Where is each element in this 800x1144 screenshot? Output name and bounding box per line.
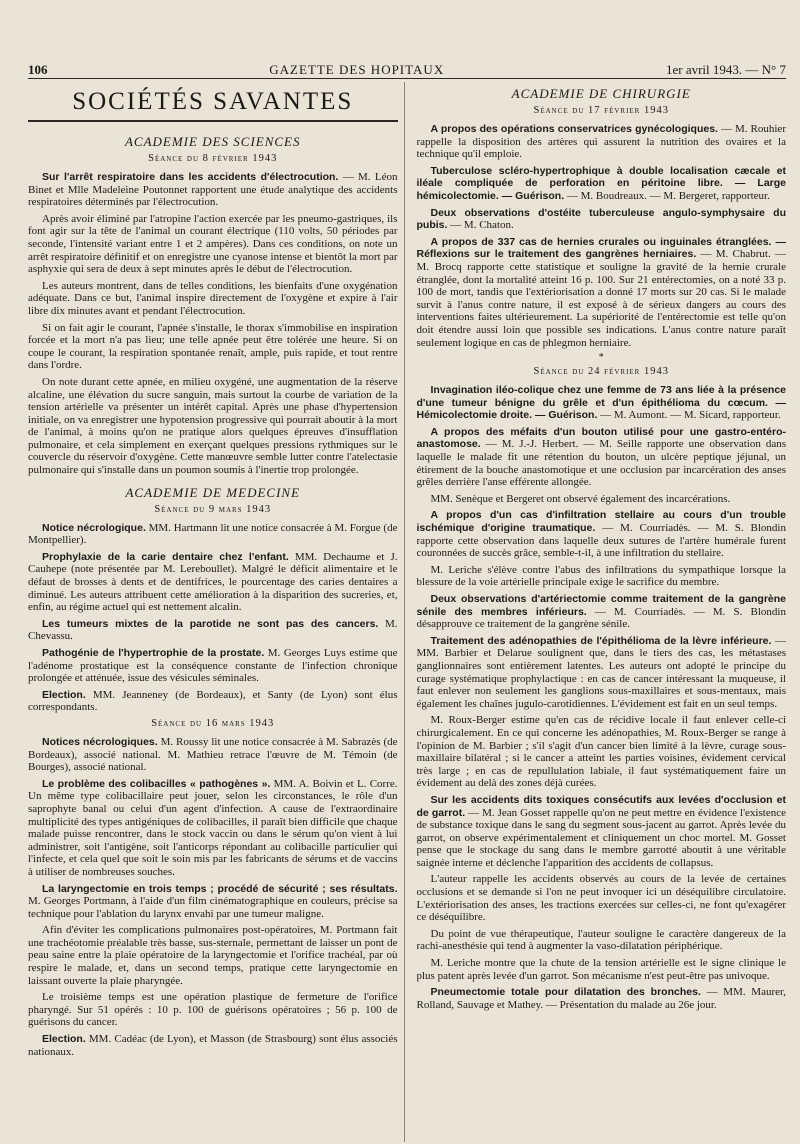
paragraph-text: — M. Courriadès. — M. S. Blondin désapprouve ce traitement de la gangrène sénile. [416, 605, 786, 631]
paragraph [417, 509, 787, 559]
paragraph [28, 280, 398, 318]
paragraph [28, 551, 398, 614]
paragraph-text: Les auteurs montrent, dans de telles conditions, les bienfaits d'une oxygénation adéquate. Dans ce but, l'animal inspire directement de l'oxygène et expire à l'air libre dix minutes avant et pendant l'électrocution. [28, 279, 398, 317]
session-date: Séance du 9 mars 1943 [154, 503, 272, 515]
paragraph [28, 924, 398, 987]
paragraph-text: Si on fait agir le courant, l'apnée s'installe, le thorax s'immobilise en inspiration forcée et la mort n'a pas lieu; une telle apnée peut être tolérée une heure. Si on coupe le courant, la respiration spontanée renaît, ample, puis rapide, et tout rentre dans l'ordre. [28, 321, 398, 372]
paragraph [28, 778, 398, 879]
paragraph [28, 171, 398, 209]
paragraph-title: Invagination iléo-colique chez une femme de 73 ans liée à la présence d'une tumeur bénigne du grêle et d'un épithélioma du cœcum. — Hémicolectomie droite. — Guérison. [416, 384, 786, 422]
session-date: Séance du 16 mars 1943 [151, 717, 275, 729]
paragraph-title: Pneumectomie totale pour dilatation des bronches. [430, 986, 701, 999]
paragraph [28, 647, 398, 685]
paragraph-text: M. Georges Luys estime que l'adénome prostatique est la conséquence constante de l'infection chronique prolongée et atténuée, issue des vésicules séminales. [28, 647, 398, 685]
academy-heading: ACADEMIE DE MEDECINE [125, 484, 301, 500]
paragraph-text: Après avoir éliminé par l'atropine l'action exercée par les pneumo-gastriques, ils font agir sur la tête de l'animal un courant électrique (110 volts, 50 périodes par seconde, l'intensité variant entre 1 et 2 ampères). Dans ces conditions, on note un arrêt respiratoire définitif et on enregistre une cyanose intense et bientôt la mort par asphyxie qui sera de deux à sept minutes après le début de l'électrocution. [28, 212, 398, 276]
paragraph-text: M. Georges Portmann, à l'aide d'un film cinématographique en couleurs, précise sa technique pour l'ablation du larynx envahi par une tumeur maligne. [28, 895, 398, 920]
paragraph-text: MM. Jeanneney (de Bordeaux), et Santy (de Lyon) sont élus correspondants. [28, 688, 398, 714]
paragraph [417, 986, 787, 1011]
paragraph-text: MM. Dechaume et J. Cauhepe (note présentée par M. Lereboullet). Malgré le déficit alimentaire et le défaut de brosses à dents et de dentifrices, le pourcentage des caries dentaires a diminué. Les auteurs attribuent cette amélioration à la disparition des sucreries, et, enfin, au régime actuel qui est nettement alcalin. [28, 550, 398, 614]
paragraph-title: Sur l'arrêt respiratoire dans les accidents d'électrocution. [42, 171, 339, 183]
paragraph [417, 207, 787, 232]
page-number: 106 [28, 62, 48, 77]
paragraph-title: Tuberculose scléro-hypertrophique à double localisation cæcale et iléale compliquée de perforation en péritoine libre. — Large hémicolectomie. — Guérison. [416, 164, 786, 202]
paragraph-text: — M. Courriadès. — M. S. Blondin rapporte cette observation dans laquelle deux sutures de l'artère humérale furent couronnées de succès grâce, semble-t-il, à une infiltration du stellaire. [416, 522, 786, 560]
paragraph-text: MM. Hartmann lit une notice consacrée à M. Forgue (de Montpellier). [28, 521, 398, 547]
paragraph-text: — M. Chabrut. — M. Brocq rapporte cette statistique et souligne la gravité de la hernie crurale étranglée, dont la mortalité atteint 16 p. 100. Sur 21 entérectomies, on a noté 33 p. 100 de mort, tandis que l'extériorisation a donné 17 morts sur 20 cas. Si le malade survit à l'anus contre nature, il est exposé à de sérieux dangers au cours des interventions faites ultérieurement. La supériorité de l'entérectomie est telle qu'on doit étendre aussi loin que possible ses indications. L'anus contre nature paraît seulement logique en cas de phlegmon herniaire. [416, 248, 786, 349]
paragraph-text: — M. Jean Gosset rappelle qu'on ne peut mettre en évidence l'existence de substance toxique dans le sang du segment sous-jacent au garrot. Après levée du garrot, on observe expérimentalement et cliniquement un choc mortel. M. Gosset pense que le stockage du sang dans le membre garrotté aboutit à une véritable saignée interne et déclenche l'apparition des accidents de collapsus. [416, 806, 786, 869]
academy-heading: ACADEMIE DES SCIENCES [124, 134, 301, 149]
paragraph [417, 493, 787, 506]
paragraph [417, 165, 787, 203]
paragraph-title: Notice nécrologique. [42, 521, 146, 534]
paragraph-text: M. Leriche montre que la chute de la tension artérielle est le signe clinique le plus patent après levée d'un garrot. Son mécanisme n'est peut-être pas univoque. [416, 957, 786, 982]
paragraph-text: — M. Léon Binet et Mlle Madeleine Poutonnet rapportent une étude analytique des accidents respiratoires déterminés par l'électrocution. [28, 171, 398, 209]
paragraph [28, 213, 398, 276]
paragraph-text: — M. Chaton. [447, 219, 514, 232]
session-date: Séance du 24 février 1943 [533, 366, 669, 378]
paragraph-title: Le problème des colibacilles « pathogènes ». [42, 777, 271, 790]
paragraph [417, 957, 787, 982]
paragraph-text: Afin d'éviter les complications pulmonaires post-opératoires, M. Portmann fait une trachéotomie préalable très basse, sus-sternale, permettant de laisser un pont de peau saine entre la plaie opératoire de la laryngectomie et l'orifice trachéal, par où respire le malade, et, dans un second temps, pratique cette laryngectomie en laissant ouverte la plaie pharyngée. [28, 924, 398, 987]
paragraph [417, 384, 787, 422]
paragraph-title: Sur les accidents dits toxiques consécutifs aux levées d'occlusion et de garrot. [416, 793, 786, 819]
paragraph-title: Pathogénie de l'hypertrophie de la prostate. [42, 647, 265, 659]
paragraph [28, 689, 398, 714]
paragraph [28, 991, 398, 1029]
paragraph-text: — M. Aumont. — M. Sicard, rapporteur. [597, 409, 781, 422]
paragraph [28, 522, 398, 547]
paragraph [417, 236, 787, 349]
paragraph-text: — MM. Maurer, Rolland, Sauvage et Mathey. — Présentation du malade au 26e jour. [416, 986, 786, 1011]
paragraph [28, 1033, 398, 1058]
paragraph [28, 883, 398, 921]
academy-heading: ACADEMIE DE CHIRURGIE [511, 86, 691, 101]
paragraph [417, 873, 787, 923]
paragraph-title: Les tumeurs mixtes de la parotide ne sont pas des cancers. [42, 617, 379, 630]
paragraph-title: Election. [42, 688, 86, 701]
paragraph [28, 322, 398, 372]
paragraph-title: A propos des méfaits d'un bouton utilisé pour une gastro-entéro-anastomose. [416, 425, 786, 451]
separator-asterisk: * [598, 352, 604, 364]
paragraph-text: Le troisième temps est une opération plastique de fermeture de l'orifice pharyngé. Sur 51 opérés : 10 p. 100 de guérisons opératoires ; 56 p. 100 de guérisons du cancer. [28, 991, 398, 1029]
paragraph-text: MM. Cadéac (de Lyon), et Masson (de Strasbourg) sont élus associés nationaux. [28, 1033, 398, 1058]
session-date: Séance du 17 février 1943 [533, 105, 669, 116]
paragraph-text: MM. A. Boivin et L. Corre. Un même type colibacillaire peut jouer, selon les circonstances, le rôle d'un saprophyte banal ou celui d'un agent d'infection. A cause de l'extraordinaire multiplicité des types antigéniques de colibacilles, il paraît bien difficile que chaque malade puisse rencontrer, dans le stock vaccin ou dans le sérum qu'on vient à lui administrer, soit l'antigène, soit l'anticorps répondant au colibacille particulier qui l'infecte, et cela quel que soit le soin mis par les fabricants de sérums et de vaccins à utiliser de nombreuses souches. [28, 777, 398, 878]
paragraph [417, 123, 787, 161]
paragraph [417, 714, 787, 790]
paragraph-title: A propos de 337 cas de hernies crurales ou inguinales étranglées. — Réflexions sur le traitement des gangrènes herniaires. [416, 235, 786, 261]
left-column [28, 82, 405, 1142]
paragraph [28, 376, 398, 477]
paragraph [28, 618, 398, 643]
journal-title: GAZETTE DES HOPITAUX [269, 62, 445, 77]
paragraph-title: A propos d'un cas d'infiltration stellaire au cours d'un trouble ischémique d'origine traumatique. [416, 509, 786, 535]
section-title: SOCIÉTÉS SAVANTES [28, 82, 398, 122]
paragraph-text: M. Chevassu. [28, 617, 398, 643]
paragraph-title: Election. [42, 1033, 86, 1046]
paragraph-title: Deux observations d'artériectomie comme traitement de la gangrène sénile des membres inférieurs. [416, 593, 786, 618]
issue-date: 1er avril 1943. — N° 7 [665, 62, 786, 77]
session-date: Séance du 8 février 1943 [148, 153, 278, 164]
paragraph-text: M. Roussy lit une notice consacrée à M. Sabrazès (de Bordeaux), associé national. M. Mathieu retrace l'œuvre de M. Témoin (de Bourges), associé national. [28, 735, 398, 774]
paragraph-text: M. Roux-Berger estime qu'en cas de récidive locale il faut enlever celle-ci chirurgicalement. En ce qui concerne les adénopathies, M. Roux-Berger se range à l'opinion de M. Barbier ; s'il s'agit d'un cancer bien limité à la lèvre, curage sous-maxillaire bilatéral ; si le cancer a atteint les parties voisines, évidement cervical très large ; en cas de repullulation labiale, il faut systématiquement faire un évidement au delà des zones déjà curées. [416, 714, 786, 790]
paragraph-text: — M. J.-J. Herbert. — M. Seille rapporte une observation dans laquelle le malade fit une rétention du bouton, un ulcère peptique jéjunal, un étirement de la bouche anastomotique et une occlusion par incarcération des anses grêles derrière l'anse efférente allongée. [416, 438, 786, 489]
paragraph-text: — MM. Barbier et Delarue soulignent que, dans le tiers des cas, les métastases ganglionnaires sont entièrement latentes. Les auteurs ont adopté le principe du curage systématique prophylactique : en cas de cancer intéressant la muqueuse, il faut enlever non seulement les ganglions sous-maxillaires et sous-mentaux, mais également les chaînes jugulo-carotidiennes. L'évidement est fait en un seul temps. [416, 634, 786, 710]
paragraph [417, 794, 787, 870]
paragraph [28, 736, 398, 774]
paragraph-text: L'auteur rappelle les accidents observés au cours de la levée de certaines occlusions et se demande si l'on ne peut invoquer ici un déséquilibre circulatoire. L'extériorisation des anses, les tractions exercées sur celles-ci, ne font qu'exagérer ce déséquilibre. [416, 873, 786, 924]
article-columns [28, 82, 786, 1142]
paragraph-title: Notices nécrologiques. [42, 735, 158, 748]
paragraph [417, 635, 787, 711]
paragraph [417, 426, 787, 489]
paragraph-text: — M. Boudreaux. — M. Bergeret, rapporteur. [564, 189, 770, 202]
paragraph-title: Deux observations d'ostéite tuberculeuse angulo-symphysaire du pubis. [416, 206, 786, 232]
paragraph-text: MM. Senèque et Bergeret ont observé également des incarcérations. [430, 492, 731, 505]
paragraph-title: Traitement des adénopathies de l'épithélioma de la lèvre inférieure. [430, 634, 772, 647]
paragraph-text: Du point de vue thérapeutique, l'auteur souligne le caractère dangereux de la rachi-anesthésie qui tend à augmenter la vaso-dilatation périphérique. [416, 927, 786, 953]
paragraph [417, 564, 787, 589]
running-header [28, 52, 786, 79]
paragraph-title: A propos des opérations conservatrices gynécologiques. [430, 123, 718, 135]
paragraph [417, 593, 787, 631]
paragraph [417, 928, 787, 953]
paragraph-text: M. Leriche s'élève contre l'abus des infiltrations du sympathique lorsque la blessure de la voie artérielle principale exige le sacrifice du membre. [416, 563, 786, 589]
right-column [417, 82, 787, 1142]
paragraph-text: On note durant cette apnée, en milieu oxygéné, une augmentation de la réserve alcaline, une élévation du sucre sanguin, mais surtout la courbe de variation de la tension artérielle va présenter un intérêt capital. Après une phase d'hypertension initiale, on va enregistrer une hypotension progressive qui pourrait aboutir à la mort de l'animal, à moins qu'on ne pratique alors quelques épreuves d'insufflation pulmonaire, et cela simplement en exerçant quelques pressions rythmiques sur le couvercle du réservoir d'oxygène. Cette manœuvre semble lutter contre l'atelectasie pulmonaire qui s'installe dans un poumon soumis à l'inertie trop prolongée. [28, 375, 398, 477]
paragraph-text: — M. Rouhier rappelle la disposition des artères qui assurent la nutrition des ovaires et la technique qu'il emploie. [416, 123, 786, 161]
paragraph-title: Prophylaxie de la carie dentaire chez l'enfant. [42, 550, 289, 563]
paragraph-title: La laryngectomie en trois temps ; procédé de sécurité ; ses résultats. [42, 882, 398, 895]
